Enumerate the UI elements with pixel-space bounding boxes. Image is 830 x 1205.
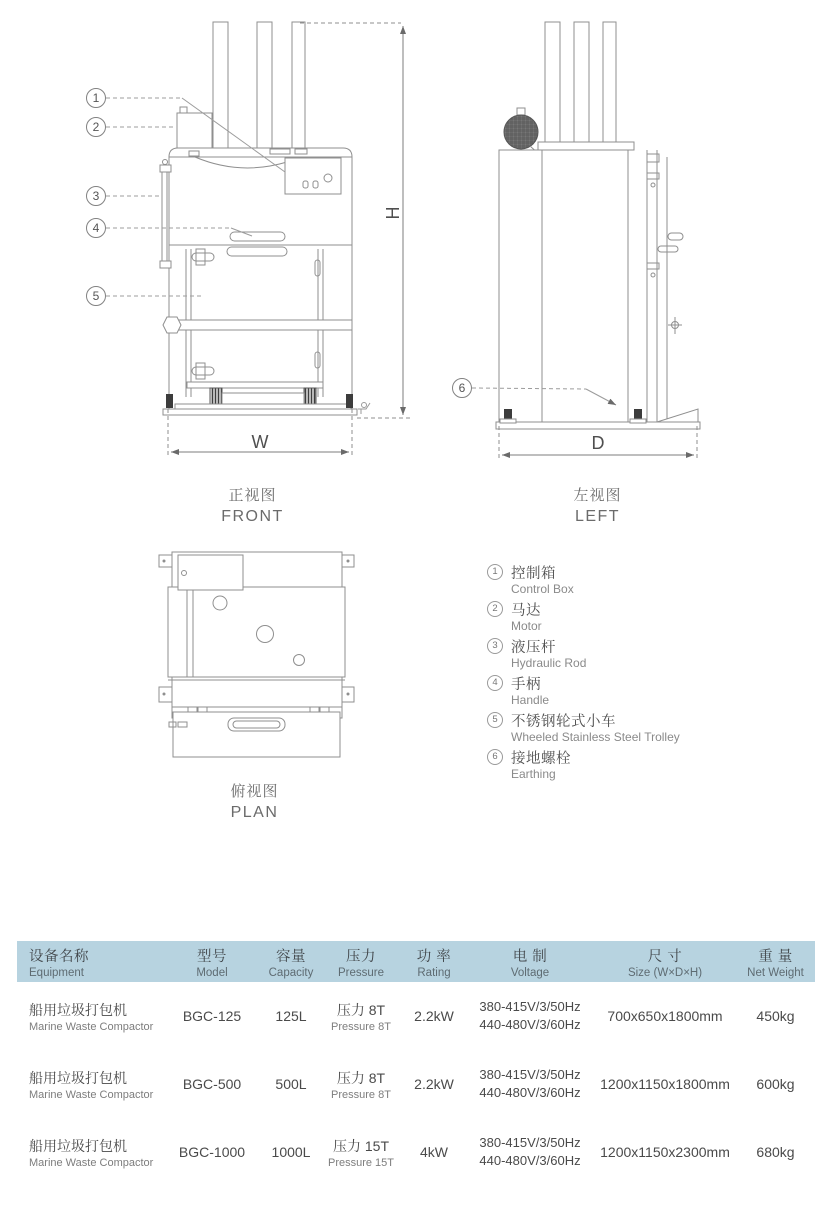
spec-table-header	[17, 941, 815, 982]
cell-rating	[402, 1050, 466, 1118]
legend-num-4-icon: 4	[487, 675, 503, 691]
cell-capacity	[262, 1050, 320, 1118]
legend-en-5: Wheeled Stainless Steel Trolley	[511, 730, 680, 744]
header-model	[162, 941, 262, 982]
callout-1-control-box: 1	[92, 91, 100, 105]
rating-value: 2.2kW	[414, 1008, 454, 1024]
model-value: BGC-1000	[178, 1144, 246, 1160]
cell-weight	[736, 982, 815, 1050]
legend-zh-3: 液压杆	[511, 639, 556, 656]
table-row-bgc-1000	[17, 1118, 815, 1186]
callout-4-handle: 4	[92, 221, 100, 235]
voltage-line-1: 380-415V/3/50Hz	[479, 1067, 581, 1082]
legend-num-3-icon: 3	[487, 638, 503, 654]
callout-2-motor: 2	[92, 120, 100, 134]
pressure-zh: 压力 15T	[332, 1137, 389, 1154]
header-rating-zh: 功 率	[416, 948, 452, 965]
legend-en-4: Handle	[511, 693, 550, 707]
cell-capacity	[262, 1118, 320, 1186]
plan-caption-en: PLAN	[230, 804, 279, 821]
cell-weight	[736, 1050, 815, 1118]
legend-en-3: Hydraulic Rod	[511, 656, 587, 670]
plan-machine-outline	[159, 552, 354, 757]
header-pressure	[320, 941, 402, 982]
front-caption-en: FRONT	[221, 508, 284, 525]
cell-rating	[402, 982, 466, 1050]
cell-model	[162, 1118, 262, 1186]
header-model-zh: 型号	[197, 948, 227, 965]
header-weight-en: Net Weight	[747, 966, 804, 979]
header-rating-en: Rating	[417, 966, 451, 979]
legend-en-6: Earthing	[511, 767, 556, 781]
cell-voltage	[466, 1050, 594, 1118]
legend-num-2-icon: 2	[487, 601, 503, 617]
cell-model	[162, 1050, 262, 1118]
left-view-caption	[515, 486, 680, 528]
cell-equipment	[17, 1118, 162, 1186]
cell-size	[594, 982, 736, 1050]
legend-item-earthing	[487, 747, 797, 781]
weight-value: 680kg	[756, 1144, 795, 1160]
header-equipment-en: Equipment	[29, 966, 84, 979]
weight-value: 600kg	[756, 1076, 795, 1092]
pressure-en: Pressure 8T	[331, 1088, 391, 1101]
capacity-value: 500L	[275, 1076, 307, 1092]
rating-value: 4kW	[420, 1144, 448, 1160]
header-rating	[402, 941, 466, 982]
parts-legend	[487, 562, 797, 784]
legend-zh-1: 控制箱	[511, 565, 556, 582]
legend-zh-2: 马达	[511, 602, 541, 619]
cell-size	[594, 1118, 736, 1186]
cell-model	[162, 982, 262, 1050]
equipment-zh: 船用垃圾打包机	[29, 1137, 127, 1154]
capacity-value: 125L	[275, 1008, 307, 1024]
callout-5-trolley: 5	[92, 289, 100, 303]
cell-voltage	[466, 982, 594, 1050]
plan-caption-zh: 俯视图	[230, 783, 279, 800]
cell-pressure	[320, 1118, 402, 1186]
cell-voltage	[466, 1118, 594, 1186]
size-value: 1200x1150x1800mm	[600, 1076, 730, 1092]
header-size	[594, 941, 736, 982]
pressure-zh: 压力 8T	[336, 1001, 386, 1018]
header-pressure-zh: 压力	[346, 948, 376, 965]
front-view-caption	[170, 486, 335, 528]
spec-table	[17, 941, 815, 1186]
legend-en-1: Control Box	[511, 582, 574, 596]
legend-item-trolley	[487, 710, 797, 744]
model-value: BGC-125	[182, 1008, 242, 1024]
left-machine-outline	[496, 22, 700, 460]
cell-size	[594, 1050, 736, 1118]
header-weight-zh: 重 量	[758, 948, 793, 965]
header-voltage-zh: 电 制	[512, 948, 548, 965]
legend-num-1-icon: 1	[487, 564, 503, 580]
capacity-value: 1000L	[271, 1144, 311, 1160]
cell-capacity	[262, 982, 320, 1050]
header-capacity	[262, 941, 320, 982]
width-dim-label: W	[251, 432, 269, 452]
voltage-line-1: 380-415V/3/50Hz	[479, 1135, 581, 1150]
cell-equipment	[17, 1050, 162, 1118]
equipment-en: Marine Waste Compactor	[29, 1088, 154, 1101]
header-capacity-zh: 容量	[276, 948, 306, 965]
front-machine-outline	[160, 22, 411, 457]
front-caption-zh: 正视图	[228, 487, 277, 504]
legend-item-handle	[487, 673, 797, 707]
header-voltage-en: Voltage	[510, 966, 550, 979]
legend-item-motor	[487, 599, 797, 633]
cell-rating	[402, 1118, 466, 1186]
legend-en-2: Motor	[511, 619, 542, 633]
cell-pressure	[320, 1050, 402, 1118]
equipment-en: Marine Waste Compactor	[29, 1020, 154, 1033]
left-caption-zh: 左视图	[573, 487, 622, 504]
legend-item-control-box	[487, 562, 797, 596]
header-equipment	[17, 941, 162, 982]
voltage-line-2: 440-480V/3/60Hz	[479, 1153, 581, 1168]
header-model-en: Model	[196, 966, 228, 979]
header-capacity-en: Capacity	[268, 966, 314, 979]
left-view-drawing	[430, 5, 720, 467]
model-value: BGC-500	[182, 1076, 242, 1092]
weight-value: 450kg	[756, 1008, 795, 1024]
pressure-en: Pressure 15T	[327, 1156, 395, 1169]
equipment-en: Marine Waste Compactor	[29, 1156, 154, 1169]
height-dim-label: H	[383, 206, 403, 220]
header-size-zh: 尺 寸	[647, 948, 683, 965]
front-view-drawing	[55, 5, 420, 467]
voltage-line-1: 380-415V/3/50Hz	[479, 999, 581, 1014]
left-caption-en: LEFT	[574, 508, 621, 525]
pressure-en: Pressure 8T	[331, 1020, 391, 1033]
legend-num-6-icon: 6	[487, 749, 503, 765]
callout-6-earthing: 6	[458, 381, 466, 395]
cell-pressure	[320, 982, 402, 1050]
header-voltage	[466, 941, 594, 982]
rating-value: 2.2kW	[414, 1076, 454, 1092]
legend-zh-6: 接地螺栓	[511, 750, 571, 767]
cell-weight	[736, 1118, 815, 1186]
size-value: 700x650x1800mm	[607, 1008, 723, 1024]
plan-view-caption	[172, 782, 337, 824]
depth-dim-label: D	[591, 433, 605, 453]
pressure-zh: 压力 8T	[336, 1069, 386, 1086]
equipment-zh: 船用垃圾打包机	[29, 1069, 127, 1086]
plan-view-drawing	[140, 548, 370, 778]
table-row-bgc-500	[17, 1050, 815, 1118]
header-weight	[736, 941, 815, 982]
equipment-zh: 船用垃圾打包机	[29, 1001, 127, 1018]
callout-3-hydraulic-rod: 3	[92, 189, 100, 203]
voltage-line-2: 440-480V/3/60Hz	[479, 1017, 581, 1032]
voltage-line-2: 440-480V/3/60Hz	[479, 1085, 581, 1100]
size-value: 1200x1150x2300mm	[600, 1144, 730, 1160]
header-pressure-en: Pressure	[337, 966, 385, 979]
table-row-bgc-125	[17, 982, 815, 1050]
header-size-en: Size (W×D×H)	[627, 966, 703, 979]
legend-num-5-icon: 5	[487, 712, 503, 728]
cell-equipment	[17, 982, 162, 1050]
legend-zh-4: 手柄	[511, 676, 541, 693]
legend-item-hydraulic-rod	[487, 636, 797, 670]
header-equipment-zh: 设备名称	[29, 948, 89, 965]
legend-zh-5: 不锈钢轮式小车	[511, 713, 616, 730]
